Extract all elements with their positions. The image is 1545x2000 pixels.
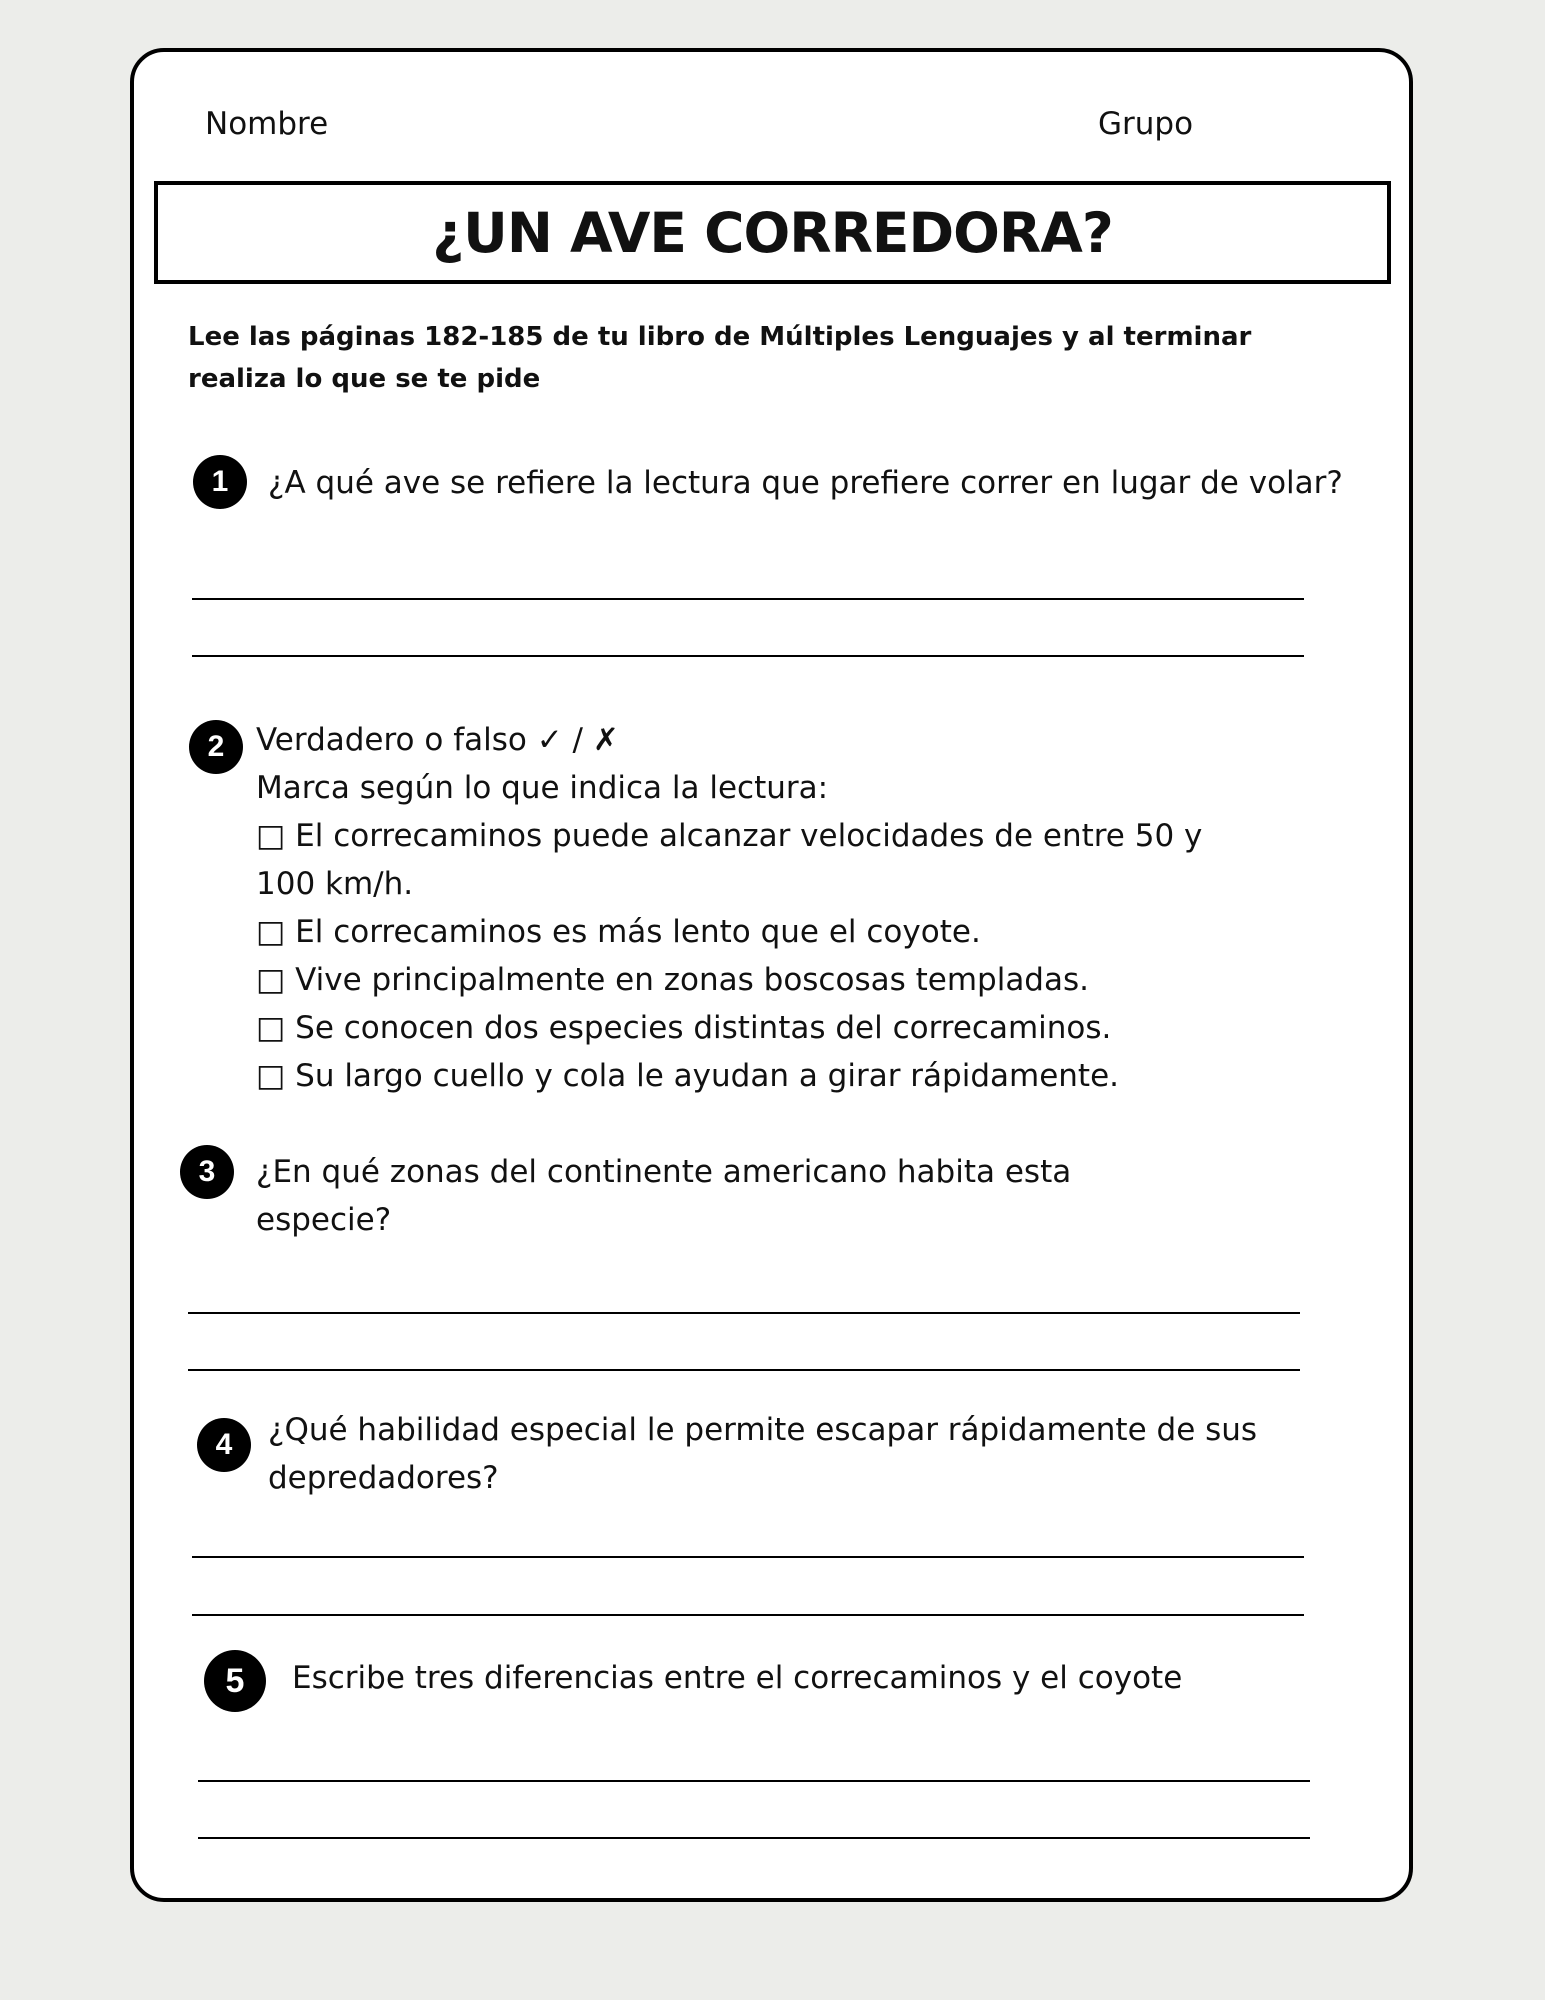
answer-line[interactable] <box>188 1312 1300 1314</box>
answer-line[interactable] <box>192 598 1304 600</box>
title-box <box>154 181 1391 284</box>
check-icon: ✓ <box>536 722 563 758</box>
question-number-badge: 4 <box>197 1418 251 1472</box>
question-number-badge: 1 <box>193 455 247 509</box>
name-label: Nombre <box>205 106 329 142</box>
separator: / <box>572 722 583 758</box>
question-1-text: ¿A qué ave se refiere la lectura que prefiere correr en lugar de volar? <box>268 465 1343 501</box>
answer-line[interactable] <box>192 1614 1304 1616</box>
true-false-item[interactable]: □ El correcaminos es más lento que el coyote. <box>256 914 981 950</box>
question-4-text: ¿Qué habilidad especial le permite escapar rápidamente de sus depredadores? <box>268 1412 1258 1496</box>
instructions: Lee las páginas 182-185 de tu libro de Múltiples Lenguajes y al terminar realiza lo que se te pide <box>188 322 1252 394</box>
question-5-text: Escribe tres diferencias entre el correcaminos y el coyote <box>292 1660 1183 1696</box>
true-false-item[interactable]: □ El correcaminos puede alcanzar velocidades de entre 50 y 100 km/h. <box>256 818 1203 902</box>
answer-line[interactable] <box>198 1780 1310 1782</box>
group-label: Grupo <box>1098 106 1194 142</box>
true-false-item[interactable]: □ Su largo cuello y cola le ayudan a girar rápidamente. <box>256 1058 1120 1094</box>
question-2-block <box>256 716 1236 1100</box>
answer-line[interactable] <box>198 1837 1310 1839</box>
question-2-heading <box>256 716 1236 764</box>
question-number-badge: 2 <box>189 720 243 774</box>
question-number-badge: 5 <box>204 1650 266 1712</box>
page-title: ¿UN AVE CORREDORA? <box>432 200 1113 265</box>
question-3-text: ¿En qué zonas del continente americano habita esta especie? <box>256 1154 1072 1238</box>
question-2-title: Verdadero o falso <box>256 722 527 758</box>
answer-line[interactable] <box>188 1369 1300 1371</box>
cross-icon: ✗ <box>592 722 619 758</box>
answer-line[interactable] <box>192 1556 1304 1558</box>
answer-line[interactable] <box>192 655 1304 657</box>
true-false-item[interactable]: □ Vive principalmente en zonas boscosas templadas. <box>256 962 1089 998</box>
question-2-subtitle: Marca según lo que indica la lectura: <box>256 770 829 806</box>
question-number-badge: 3 <box>180 1145 234 1199</box>
true-false-item[interactable]: □ Se conocen dos especies distintas del correcaminos. <box>256 1010 1112 1046</box>
